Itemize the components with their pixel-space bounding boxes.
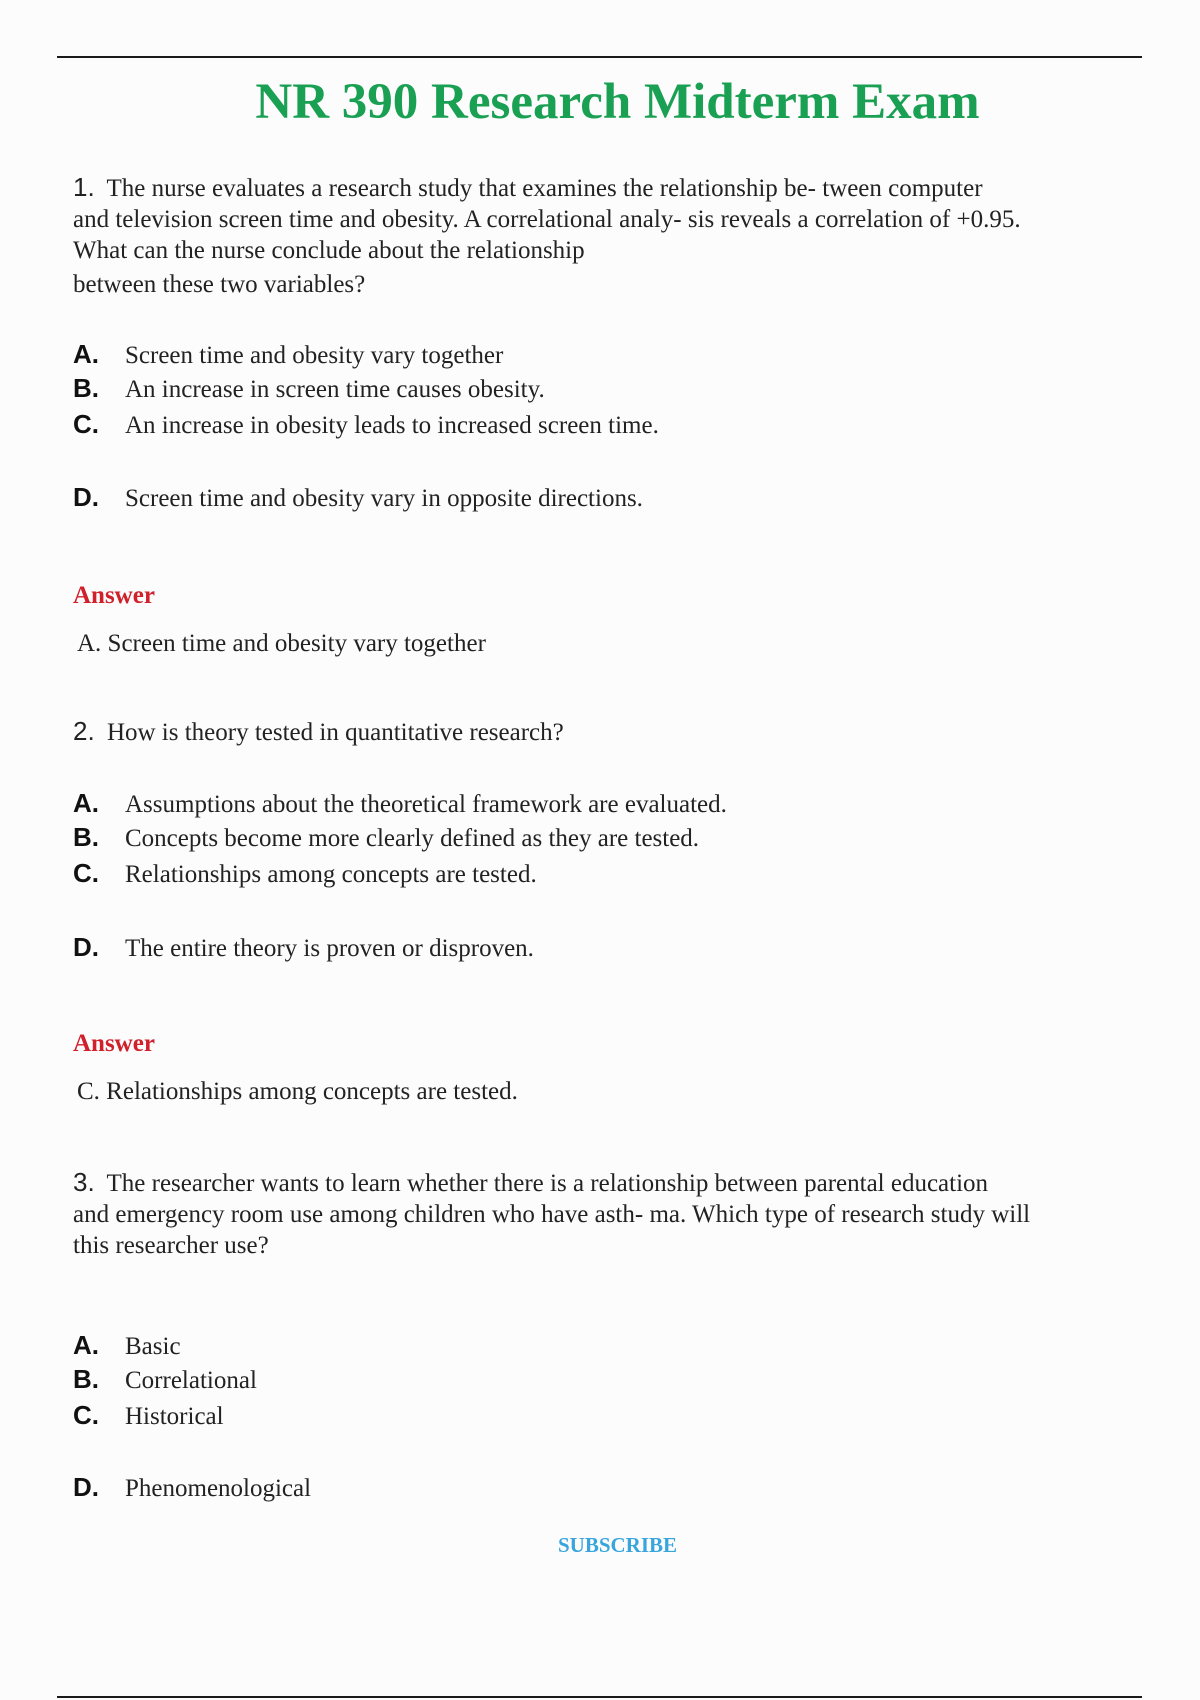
question-1-stem bbox=[73, 172, 1148, 300]
question-2-option-a: A. Assumptions about the theoretical framework are evaluated. bbox=[73, 788, 727, 818]
question-2-number: 2. bbox=[73, 716, 95, 746]
subscribe-link[interactable]: SUBSCRIBE bbox=[557, 1533, 678, 1557]
question-1-line-1: 1. The nurse evaluates a research study that examines the relationship be- tween computer bbox=[73, 172, 983, 202]
bottom-rule bbox=[57, 1696, 1142, 1698]
question-1-option-b: B. An increase in screen time causes obesity. bbox=[73, 373, 545, 403]
question-2-answer-label: Answer bbox=[73, 1030, 155, 1057]
question-2-option-c: C. Relationships among concepts are tested. bbox=[73, 858, 537, 888]
question-3-stem bbox=[73, 1167, 1148, 1261]
top-rule bbox=[57, 56, 1142, 58]
question-1-line-4: between these two variables? bbox=[73, 271, 366, 298]
question-1-answer-text: A. Screen time and obesity vary together bbox=[77, 630, 486, 657]
question-1-answer-label: Answer bbox=[73, 582, 155, 609]
question-2-option-d: D. The entire theory is proven or disproven. bbox=[73, 932, 534, 962]
question-2-answer-text: C. Relationships among concepts are tested. bbox=[77, 1078, 518, 1105]
question-3-option-c: C. Historical bbox=[73, 1400, 224, 1430]
question-1-option-c: C. An increase in obesity leads to increased screen time. bbox=[73, 409, 659, 439]
question-3-line-3: this researcher use? bbox=[73, 1232, 269, 1259]
question-3-option-b: B. Correlational bbox=[73, 1364, 257, 1394]
question-3-option-d: D. Phenomenological bbox=[73, 1472, 312, 1502]
question-1-line-2: and television screen time and obesity. A correlational analy- sis reveals a correlation of +0.95. bbox=[73, 206, 1021, 233]
question-3-number: 3. bbox=[73, 1167, 95, 1197]
question-2-line-1: 2. How is theory tested in quantitative research? bbox=[73, 716, 564, 746]
question-3-line-2: and emergency room use among children who have asth- ma. Which type of research study will bbox=[73, 1201, 1031, 1228]
question-2-stem bbox=[73, 716, 1148, 748]
question-1-option-d: D. Screen time and obesity vary in opposite directions. bbox=[73, 482, 643, 512]
question-3-option-a: A. Basic bbox=[73, 1330, 181, 1360]
question-1-number: 1. bbox=[73, 172, 95, 202]
page-title: NR 390 Research Midterm Exam bbox=[255, 74, 980, 130]
question-3-line-1: 3. The researcher wants to learn whether there is a relationship between parental education bbox=[73, 1167, 989, 1197]
question-1-option-a: A. Screen time and obesity vary together bbox=[73, 339, 504, 369]
question-1-line-3: What can the nurse conclude about the relationship bbox=[73, 237, 585, 264]
question-2-option-b: B. Concepts become more clearly defined as they are tested. bbox=[73, 822, 700, 852]
